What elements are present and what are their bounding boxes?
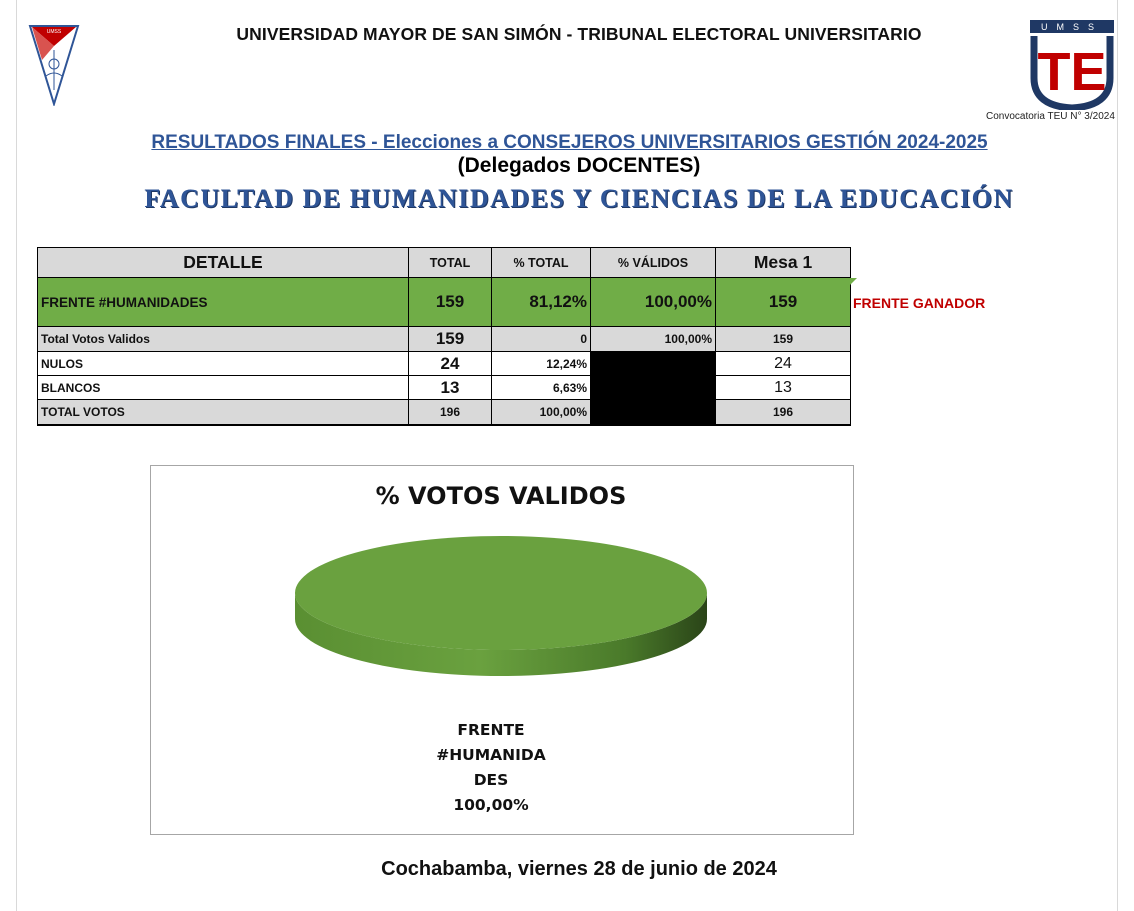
- faculty-title: FACULTAD DE HUMANIDADES Y CIENCIAS DE LA EDUCACIÓN: [144, 184, 1014, 213]
- header-detalle: DETALLE: [38, 248, 409, 278]
- row-pct-valid: 100,00%: [591, 278, 716, 327]
- row-mesa1: 159: [716, 278, 851, 327]
- chart-title: % VOTOS VALIDOS: [375, 482, 627, 510]
- slice-label-line: FRENTE: [457, 721, 525, 739]
- pie-slice-label: [421, 718, 561, 818]
- table-row-total-votos: [38, 400, 851, 426]
- te-tribunal-logo: [1030, 20, 1114, 110]
- row-mesa1: 159: [716, 327, 851, 352]
- table-row-nulos: [38, 352, 851, 376]
- row-mesa1: 196: [716, 400, 851, 426]
- te-logo-header-text: UMSS: [1040, 22, 1104, 32]
- te-logo-letters: TE: [1037, 42, 1107, 102]
- winner-marker: [850, 278, 857, 285]
- row-pct-valid-blank: [591, 400, 716, 426]
- row-total: 24: [409, 352, 492, 376]
- table-row-blancos: [38, 376, 851, 400]
- row-pct-valid: 100,00%: [591, 327, 716, 352]
- header-pct-validos: % VÁLIDOS: [591, 248, 716, 278]
- row-label: BLANCOS: [38, 376, 409, 400]
- pie-chart-area: [150, 465, 854, 835]
- header-mesa-1: Mesa 1: [716, 248, 851, 278]
- slice-label-line: DES: [473, 771, 509, 789]
- row-total: 159: [409, 327, 492, 352]
- pie-slice-0: [295, 536, 707, 650]
- row-label: NULOS: [38, 352, 409, 376]
- row-pct-total: 81,12%: [492, 278, 591, 327]
- row-total: 13: [409, 376, 492, 400]
- row-total: 159: [409, 278, 492, 327]
- table-row-total-validos: [38, 327, 851, 352]
- convocatoria-label: Convocatoria TEU N° 3/2024: [986, 111, 1115, 122]
- row-label: TOTAL VOTOS: [38, 400, 409, 426]
- row-total: 196: [409, 400, 492, 426]
- row-pct-valid-blank: [591, 376, 716, 400]
- row-label: Total Votos Validos: [38, 327, 409, 352]
- results-title: RESULTADOS FINALES - Elecciones a CONSEJEROS UNIVERSITARIOS GESTIÓN 2024-2025: [151, 132, 988, 153]
- delegados-subtitle: (Delegados DOCENTES): [457, 154, 701, 177]
- slice-label-line: #HUMANIDA: [436, 746, 546, 764]
- row-label: FRENTE #HUMANIDADES: [38, 278, 409, 327]
- header-total: TOTAL: [409, 248, 492, 278]
- header-pct-total: % TOTAL: [492, 248, 591, 278]
- row-pct-valid-blank: [591, 352, 716, 376]
- row-pct-total: 6,63%: [492, 376, 591, 400]
- row-pct-total: 0: [492, 327, 591, 352]
- winner-tag: FRENTE GANADOR: [853, 295, 986, 311]
- footer-date: Cochabamba, viernes 28 de junio de 2024: [381, 858, 777, 880]
- university-title: UNIVERSIDAD MAYOR DE SAN SIMÓN - TRIBUNAL ELECTORAL UNIVERSITARIO: [236, 24, 922, 44]
- results-table: [37, 247, 851, 426]
- row-pct-total: 12,24%: [492, 352, 591, 376]
- row-mesa1: 24: [716, 352, 851, 376]
- row-pct-total: 100,00%: [492, 400, 591, 426]
- row-mesa1: 13: [716, 376, 851, 400]
- shield-logo-text: UMSS: [46, 29, 62, 35]
- table-header-row: [38, 248, 851, 278]
- slice-label-line: 100,00%: [453, 796, 529, 814]
- table-row-frente: [38, 278, 851, 327]
